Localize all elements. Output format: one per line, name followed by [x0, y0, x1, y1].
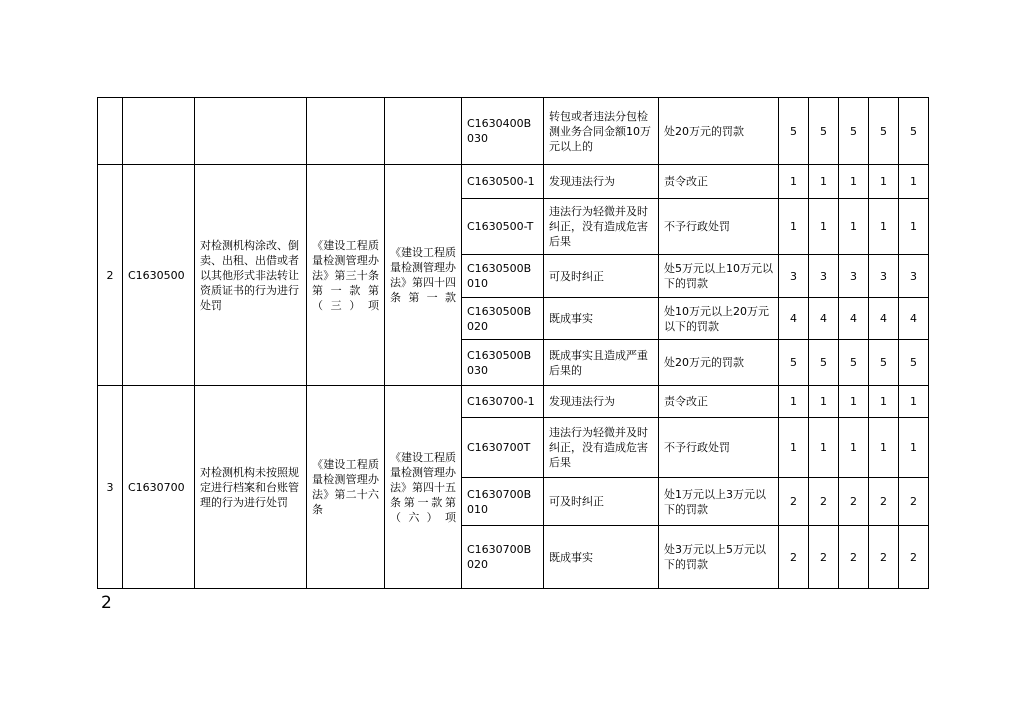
level-cell: 2 — [839, 526, 869, 589]
violation-basis-cell: 《建设工程质量检测管理办法》第二十六条 — [307, 386, 385, 589]
seq-cell — [98, 98, 123, 165]
standard-code-cell: C1630500-1 — [462, 165, 544, 199]
seq-cell: 2 — [98, 165, 123, 386]
level-cell: 1 — [899, 165, 929, 199]
level-cell: 5 — [869, 98, 899, 165]
level-cell: 5 — [899, 340, 929, 386]
level-cell: 1 — [809, 386, 839, 418]
level-cell: 5 — [869, 340, 899, 386]
level-cell: 3 — [869, 255, 899, 298]
level-cell: 3 — [899, 255, 929, 298]
level-cell: 1 — [809, 418, 839, 478]
item-name-cell: 对检测机构涂改、倒卖、出租、出借或者以其他形式非法转让资质证书的行为进行处罚 — [195, 165, 307, 386]
item-name-cell — [195, 98, 307, 165]
circumstance-cell: 违法行为轻微并及时纠正，没有造成危害后果 — [544, 199, 659, 255]
level-cell: 5 — [809, 340, 839, 386]
level-cell: 1 — [809, 199, 839, 255]
penalty-standard-cell: 处3万元以上5万元以下的罚款 — [659, 526, 779, 589]
circumstance-cell: 发现违法行为 — [544, 165, 659, 199]
level-cell: 1 — [809, 165, 839, 199]
item-code-cell: C1630500 — [123, 165, 195, 386]
standard-code-cell: C1630500B030 — [462, 340, 544, 386]
level-cell: 1 — [869, 199, 899, 255]
standard-code-cell: C1630700B020 — [462, 526, 544, 589]
penalty-standard-cell: 处20万元的罚款 — [659, 98, 779, 165]
table-row — [98, 165, 929, 199]
level-cell: 2 — [779, 478, 809, 526]
level-cell: 1 — [899, 386, 929, 418]
standard-code-cell: C1630700T — [462, 418, 544, 478]
item-code-cell: C1630700 — [123, 386, 195, 589]
circumstance-cell: 既成事实 — [544, 526, 659, 589]
level-cell: 5 — [779, 98, 809, 165]
page-number: 2 — [101, 593, 112, 613]
table-row — [98, 98, 929, 165]
level-cell: 2 — [809, 478, 839, 526]
standard-code-cell: C1630500B010 — [462, 255, 544, 298]
level-cell: 2 — [899, 478, 929, 526]
circumstance-cell: 可及时纠正 — [544, 478, 659, 526]
level-cell: 5 — [809, 98, 839, 165]
item-name-cell: 对检测机构未按照规定进行档案和台账管理的行为进行处罚 — [195, 386, 307, 589]
level-cell: 4 — [779, 298, 809, 340]
penalty-basis-cell: 《建设工程质量检测管理办法》第四十四条第一款 — [385, 165, 462, 386]
level-cell: 4 — [869, 298, 899, 340]
penalty-standard-cell: 处20万元的罚款 — [659, 340, 779, 386]
level-cell: 3 — [779, 255, 809, 298]
level-cell: 5 — [839, 340, 869, 386]
level-cell: 1 — [869, 386, 899, 418]
level-cell: 4 — [899, 298, 929, 340]
level-cell: 1 — [839, 165, 869, 199]
level-cell: 1 — [779, 386, 809, 418]
level-cell: 4 — [839, 298, 869, 340]
level-cell: 5 — [779, 340, 809, 386]
circumstance-cell: 违法行为轻微并及时纠正，没有造成危害后果 — [544, 418, 659, 478]
level-cell: 3 — [809, 255, 839, 298]
penalty-basis-cell: 《建设工程质量检测管理办法》第四十五条第一款第（六）项 — [385, 386, 462, 589]
penalty-standard-cell: 责令改正 — [659, 386, 779, 418]
penalty-standard-cell: 处5万元以上10万元以下的罚款 — [659, 255, 779, 298]
circumstance-cell: 转包或者违法分包检测业务合同金额10万元以上的 — [544, 98, 659, 165]
level-cell: 4 — [809, 298, 839, 340]
circumstance-cell: 既成事实 — [544, 298, 659, 340]
penalty-basis-cell — [385, 98, 462, 165]
item-code-cell — [123, 98, 195, 165]
level-cell: 1 — [869, 418, 899, 478]
table-body — [98, 98, 929, 589]
level-cell: 2 — [839, 478, 869, 526]
level-cell: 5 — [899, 98, 929, 165]
level-cell: 2 — [809, 526, 839, 589]
level-cell: 1 — [779, 165, 809, 199]
penalty-standard-cell: 不予行政处罚 — [659, 418, 779, 478]
circumstance-cell: 发现违法行为 — [544, 386, 659, 418]
penalty-standard-cell: 责令改正 — [659, 165, 779, 199]
level-cell: 3 — [839, 255, 869, 298]
level-cell: 1 — [839, 199, 869, 255]
level-cell: 2 — [869, 478, 899, 526]
circumstance-cell: 既成事实且造成严重后果的 — [544, 340, 659, 386]
level-cell: 1 — [779, 199, 809, 255]
standard-code-cell: C1630700B010 — [462, 478, 544, 526]
level-cell: 2 — [869, 526, 899, 589]
table-row — [98, 386, 929, 418]
penalty-standard-cell: 处10万元以上20万元以下的罚款 — [659, 298, 779, 340]
penalty-standard-cell: 处1万元以上3万元以下的罚款 — [659, 478, 779, 526]
penalty-standard-cell: 不予行政处罚 — [659, 199, 779, 255]
violation-basis-cell: 《建设工程质量检测管理办法》第三十条第一款第（三）项 — [307, 165, 385, 386]
level-cell: 1 — [839, 418, 869, 478]
standard-code-cell: C1630500B020 — [462, 298, 544, 340]
penalty-standards-table — [97, 97, 929, 589]
level-cell: 1 — [779, 418, 809, 478]
circumstance-cell: 可及时纠正 — [544, 255, 659, 298]
level-cell: 1 — [899, 418, 929, 478]
standard-code-cell: C1630700-1 — [462, 386, 544, 418]
standard-code-cell: C1630500-T — [462, 199, 544, 255]
level-cell: 2 — [779, 526, 809, 589]
level-cell: 1 — [839, 386, 869, 418]
violation-basis-cell — [307, 98, 385, 165]
seq-cell: 3 — [98, 386, 123, 589]
level-cell: 1 — [869, 165, 899, 199]
level-cell: 5 — [839, 98, 869, 165]
level-cell: 1 — [899, 199, 929, 255]
level-cell: 2 — [899, 526, 929, 589]
standard-code-cell: C1630400B030 — [462, 98, 544, 165]
